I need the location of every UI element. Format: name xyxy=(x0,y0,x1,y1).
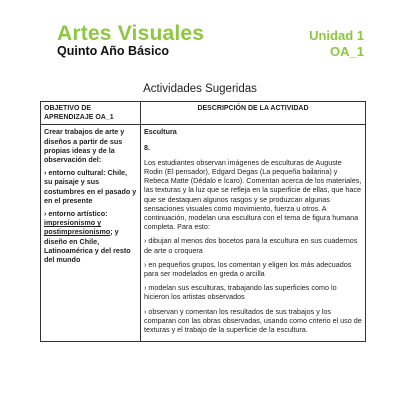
list-item: › dibujan al menos dos bocetos para la escultura en sus cuadernos de arte o croquera xyxy=(144,236,358,255)
description-cell xyxy=(141,125,366,342)
objective-item-cultural: › entorno cultural: Chile, su paisaje y sus costumbres en el pasado y en el presente xyxy=(44,168,137,205)
document-title: Artes Visuales xyxy=(57,22,205,45)
description-header: DESCRIPCIÓN DE LA ACTIVIDAD xyxy=(141,102,366,125)
table-header-row xyxy=(41,102,366,125)
objective-item-artistic-lead: › entorno artístico: xyxy=(44,209,108,219)
objective-cell xyxy=(41,125,141,342)
objective-item-artistic-rest: ; y diseño en Chile, Latinoamérica y del resto del mundo xyxy=(44,227,131,265)
objective-item-artistic-underlined: impresionismo y postimpresionismo xyxy=(44,218,111,237)
objective-item-artistic xyxy=(44,209,137,264)
activity-number: 8. xyxy=(144,142,150,152)
section-title: Actividades Sugeridas xyxy=(143,83,257,95)
activity-paragraph: Los estudiantes observan imágenes de esculturas de Auguste Rodin (El pensador), Edgard Degas (La pequeña bailarina) y Rebeca Matte (Dédalo e Ícaro). Comentan acerca de los materiales, las texturas y la luz que se refleja en la superficie de ellas, que hace que se destaquen algunos rasgos y se produzcan algunas sensaciones visuales como movimiento, fuerza u otros. A continuación, modelan una escultura con el tema de figura humana completa. Para esto: xyxy=(144,157,362,232)
oa-label: OA_1 xyxy=(330,44,364,59)
document-subtitle: Quinto Año Básico xyxy=(57,44,170,58)
activities-table xyxy=(40,101,366,342)
list-item: › observan y comentan los resultados de sus trabajos y los comparan con las obras observadas, usando como criterio el uso de texturas y el trabajo de la superficie de la escultura. xyxy=(144,306,362,335)
unit-label: Unidad 1 xyxy=(309,28,364,43)
list-item: › modelan sus esculturas, trabajando las superficies como lo hicieron los artistas observados xyxy=(144,283,337,302)
objective-intro: Crear trabajos de arte y diseños a partir de sus propias ideas y de la observación del: xyxy=(44,127,125,165)
objective-header: OBJETIVO DE APRENDIZAJE OA_1 xyxy=(41,102,141,125)
activity-heading: Escultura xyxy=(144,127,177,137)
table-row xyxy=(41,125,366,342)
list-item: › en pequeños grupos, los comentan y eligen los más adecuados para ser modelados en greda o arcilla xyxy=(144,259,352,279)
